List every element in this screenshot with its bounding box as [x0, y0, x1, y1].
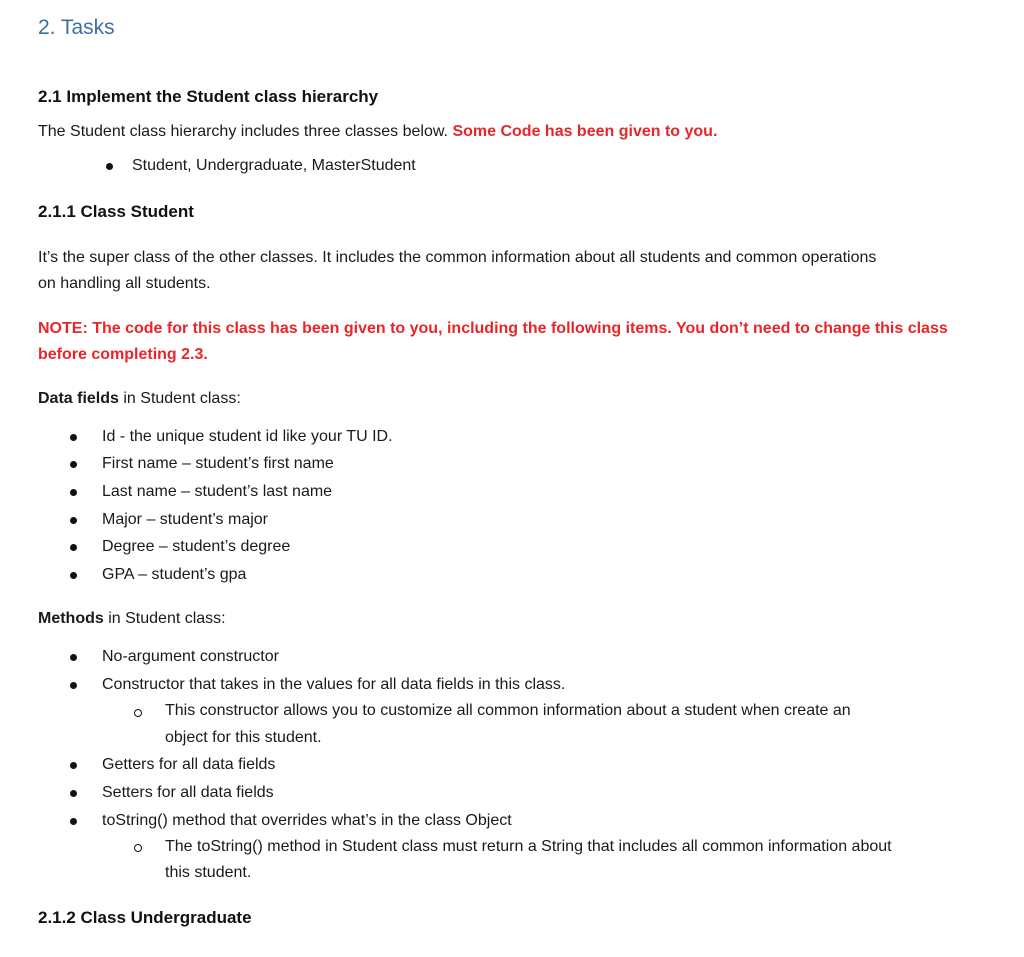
data-fields-suffix: in Student class: [118, 390, 241, 407]
bullet-icon [70, 762, 77, 769]
section-heading-tasks: 2. Tasks [38, 16, 115, 39]
bullet-icon [70, 818, 77, 825]
methods-label: Methods [38, 610, 104, 627]
bullet-icon [70, 654, 77, 661]
hollow-bullet-icon [134, 844, 142, 852]
constructor-note-line-1: This constructor allows you to customize all common information about a student when create an [165, 702, 851, 719]
tostring-note-line-1: The toString() method in Student class must return a String that includes all common information about [165, 838, 892, 855]
data-field-item: Id - the unique student id like your TU ID. [102, 428, 393, 445]
method-item: No-argument constructor [102, 648, 279, 665]
section-title-2-1-2: 2.1.2 Class Undergraduate [38, 908, 252, 927]
description-line-2: on handling all students. [38, 275, 211, 292]
bullet-icon [70, 572, 77, 579]
tostring-note-line-2: this student. [165, 864, 252, 881]
bullet-icon [70, 790, 77, 797]
methods-suffix: in Student class: [103, 610, 226, 627]
bullet-icon [70, 682, 77, 689]
bullet-icon [106, 163, 113, 170]
bullet-icon [70, 517, 77, 524]
section-title-2-1: 2.1 Implement the Student class hierarchy [38, 87, 379, 106]
methods-heading [38, 606, 226, 632]
intro-paragraph [38, 119, 717, 145]
constructor-note-line-2: object for this student. [165, 729, 322, 746]
description-line-1: It’s the super class of the other classes. It includes the common information about all students and common operations [38, 249, 877, 266]
data-field-item: First name – student’s first name [102, 455, 334, 472]
hollow-bullet-icon [134, 709, 142, 717]
method-item: toString() method that overrides what’s in the class Object [102, 812, 512, 829]
data-fields-heading [38, 386, 241, 412]
method-item: Setters for all data fields [102, 784, 274, 801]
note-line-1: NOTE: The code for this class has been given to you, including the following items. You don’t need to change this class [38, 320, 948, 337]
data-field-item: Last name – student’s last name [102, 483, 333, 500]
bullet-icon [70, 489, 77, 496]
section-title-2-1-1: 2.1.1 Class Student [38, 202, 194, 221]
data-fields-label: Data fields [38, 390, 119, 407]
bullet-icon [70, 434, 77, 441]
bullet-icon [70, 544, 77, 551]
data-field-item: GPA – student’s gpa [102, 566, 247, 583]
method-item: Getters for all data fields [102, 756, 276, 773]
class-list-item: Student, Undergraduate, MasterStudent [132, 157, 416, 174]
method-item: Constructor that takes in the values for all data fields in this class. [102, 676, 566, 693]
note-line-2: before completing 2.3. [38, 346, 208, 363]
bullet-icon [70, 461, 77, 468]
data-field-item: Degree – student’s degree [102, 538, 291, 555]
intro-text: The Student class hierarchy includes three classes below. [38, 123, 448, 140]
data-field-item: Major – student’s major [102, 511, 268, 528]
intro-note: Some Code has been given to you. [452, 123, 718, 140]
